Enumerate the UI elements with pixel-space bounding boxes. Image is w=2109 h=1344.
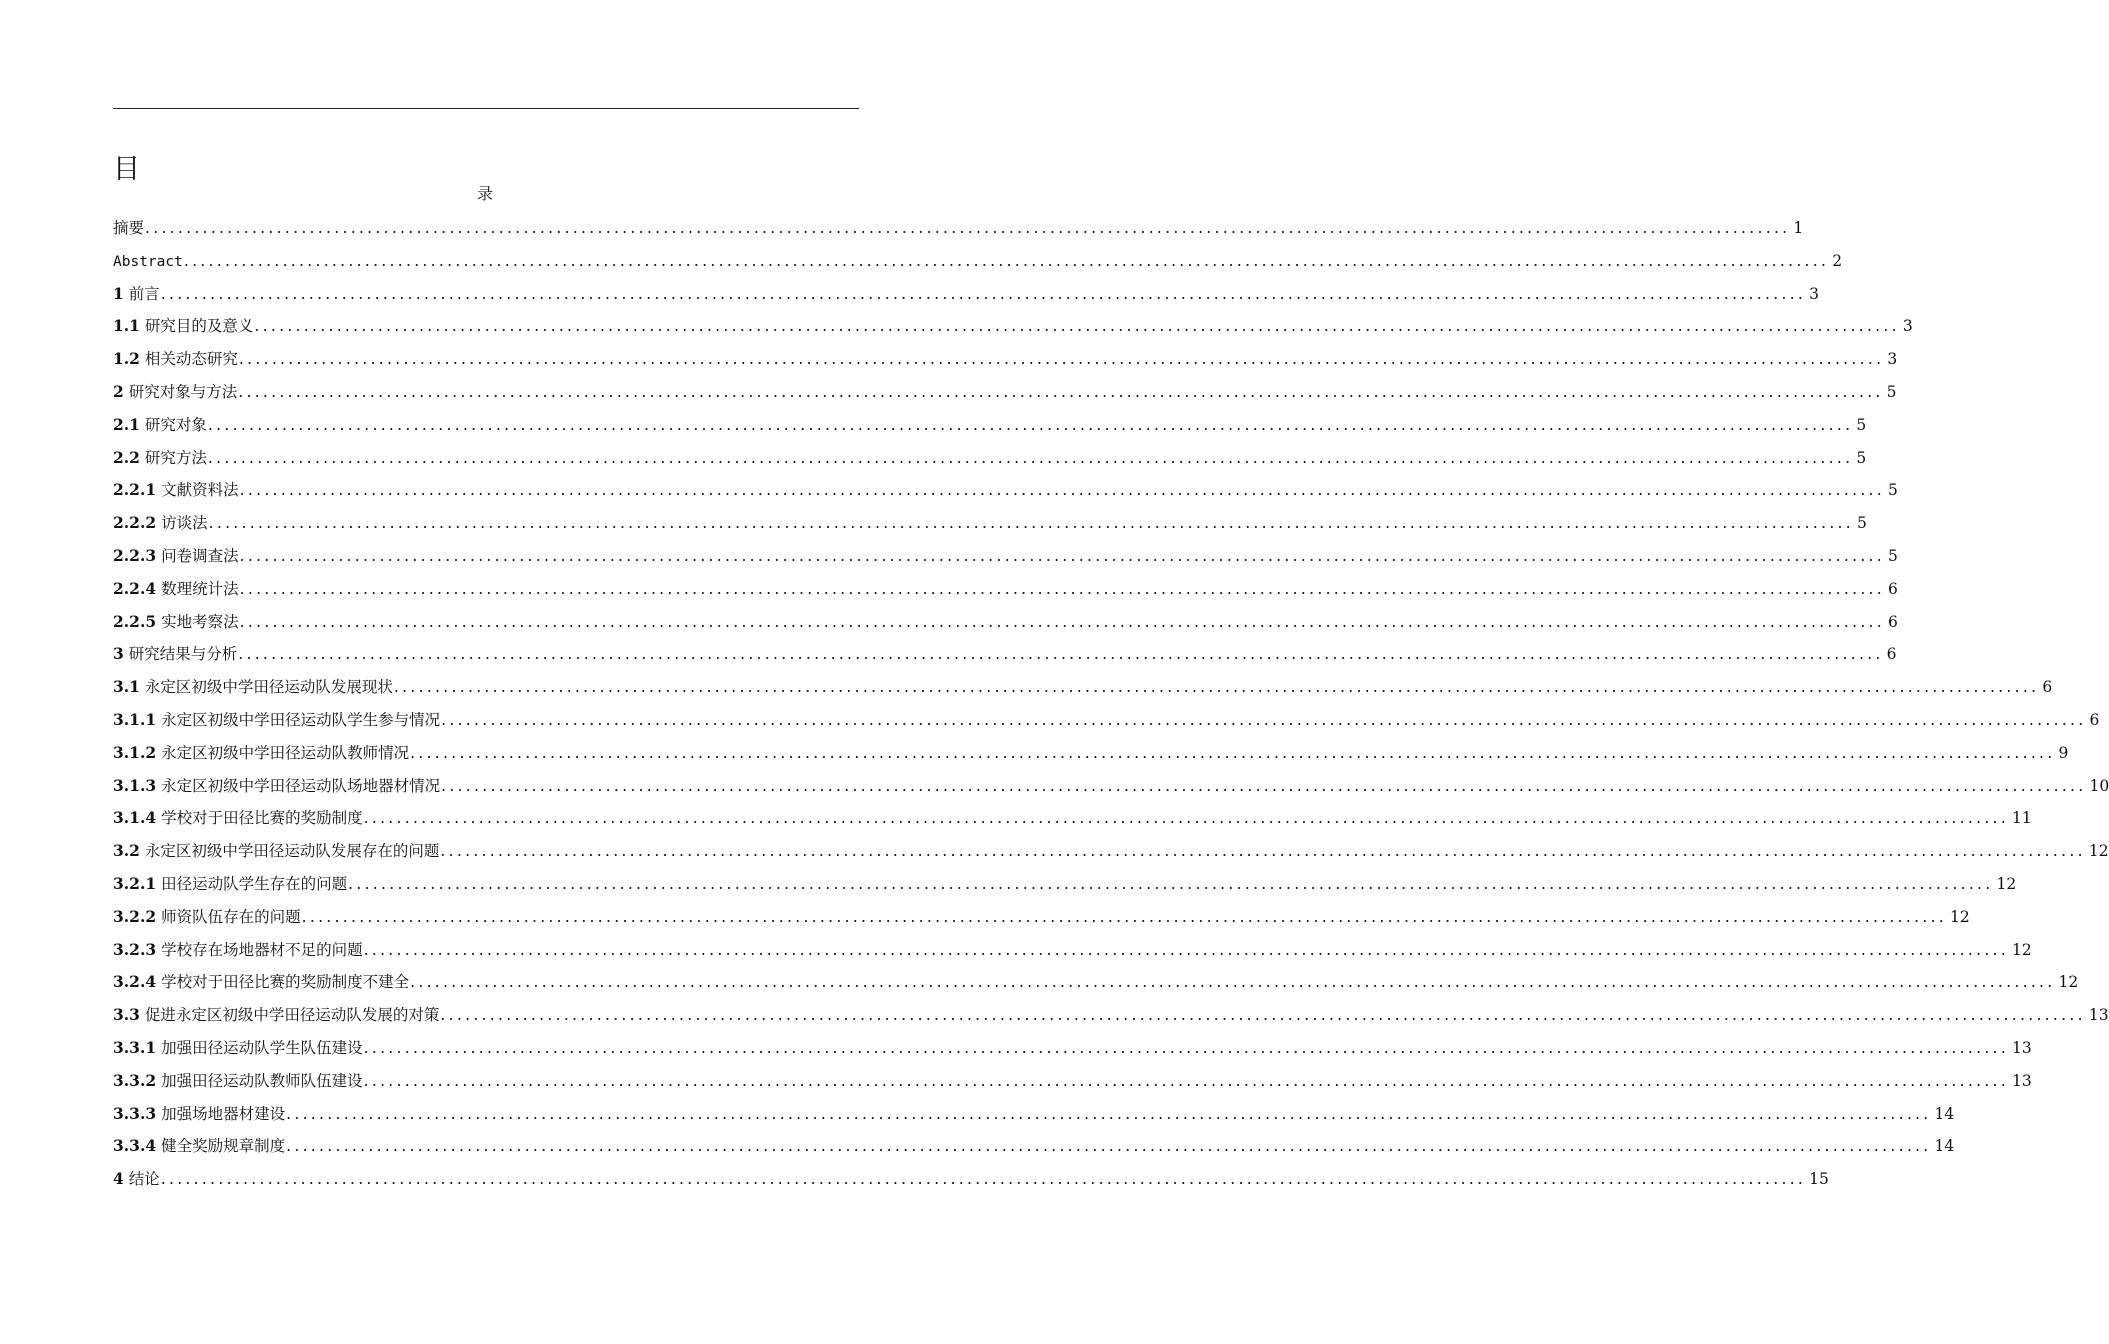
toc-entry-label: [113, 999, 439, 1032]
toc-entry-number: 2.2: [113, 447, 140, 467]
toc-entry-title: 研究对象与方法: [128, 382, 238, 401]
toc-entry-title: 问卷调查法: [161, 546, 239, 565]
toc-entry-page: 13: [2088, 1006, 2109, 1025]
toc-entry-page: 12: [2088, 842, 2109, 861]
toc-entry[interactable]: [113, 1098, 1955, 1131]
toc-leader-dots: ........................................................................................................................................................................................................: [441, 776, 2087, 795]
toc-entry-number: 1: [113, 283, 124, 303]
toc-entry-title: 结论: [128, 1170, 160, 1189]
toc-entry-label: [113, 1163, 160, 1196]
toc-entry-page: 6: [1886, 645, 1897, 664]
toc-leader-dots: ........................................................................................................................................................................................................: [348, 874, 1994, 893]
toc-entry-number: 2.1: [113, 414, 140, 434]
toc-leader-dots: ........................................................................................................................................................................................................: [254, 317, 1900, 336]
toc-leader-dots: ........................................................................................................................................................................................................: [239, 579, 1886, 598]
toc-entry-title: 永定区初级中学田径运动队场地器材情况: [161, 776, 441, 795]
toc-entry-page: 12: [2012, 940, 2032, 959]
toc-entry[interactable]: [113, 737, 2069, 770]
toc-entry-title: 前言: [128, 284, 160, 303]
toc-entry[interactable]: [113, 835, 2109, 868]
toc-entry[interactable]: [113, 638, 1897, 671]
toc-entry[interactable]: [113, 343, 1898, 376]
toc-entry-title: 促进永定区初级中学田径运动队发展的对策: [144, 1006, 440, 1025]
toc-entry-title: 永定区初级中学田径运动队发展存在的问题: [144, 842, 440, 861]
toc-leader-dots: ........................................................................................................................................................................................................: [441, 710, 2087, 729]
toc-entry-label: [113, 671, 393, 704]
toc-leader-dots: ........................................................................................................................................................................................................: [239, 546, 1886, 565]
toc-entry-label: [113, 638, 237, 671]
toc-leader-dots: ........................................................................................................................................................................................................: [239, 481, 1886, 500]
toc-entry-label: [113, 376, 237, 409]
toc-entry[interactable]: [113, 507, 1867, 540]
toc-entry-title: 相关动态研究: [144, 350, 238, 369]
toc-entry-label: [113, 901, 301, 934]
toc-entry-label: [113, 1098, 285, 1131]
toc-entry-number: 4: [113, 1169, 124, 1189]
toc-entry[interactable]: [113, 868, 2017, 901]
toc-leader-dots: ........................................................................................................................................................................................................: [239, 612, 1886, 631]
toc-entry-number: 3.3: [113, 1005, 140, 1025]
toc-leader-dots: ........................................................................................................................................................................................................: [238, 350, 1885, 369]
toc-entry[interactable]: [113, 999, 2109, 1032]
toc-entry-label: [113, 835, 439, 868]
toc-entry-number: 3.2.1: [113, 873, 157, 893]
toc-entry-label: [113, 212, 144, 245]
toc-entry-page: 6: [2089, 710, 2100, 729]
toc-entry-label: [113, 1065, 363, 1098]
toc-entry-page: 12: [1950, 907, 1970, 926]
header-rule: [113, 108, 859, 109]
toc-entry-title: 摘要: [113, 219, 145, 237]
toc-entry-title: 学校存在场地器材不足的问题: [161, 940, 363, 959]
toc-leader-dots: ........................................................................................................................................................................................................: [440, 1006, 2086, 1025]
toc-title-char-2: 录: [477, 184, 494, 203]
toc-entry-page: 6: [1888, 579, 1898, 598]
toc-entry-title: 学校对于田径比赛的奖励制度: [161, 809, 363, 828]
toc-leader-dots: ........................................................................................................................................................................................................: [160, 284, 1807, 303]
toc-entry[interactable]: [113, 573, 1898, 606]
toc-entry-label: [113, 540, 239, 573]
toc-entry-label: [113, 770, 440, 803]
toc-leader-dots: ........................................................................................................................................................................................................: [440, 842, 2086, 861]
toc-leader-dots: ........................................................................................................................................................................................................: [238, 382, 1884, 401]
toc-entry-title: 研究结果与分析: [128, 645, 238, 664]
toc-entry-number: 3.2.4: [113, 972, 157, 992]
toc-entry-title: 文献资料法: [161, 481, 239, 500]
toc-entry-title: 研究目的及意义: [144, 317, 254, 336]
toc-entry-page: 15: [1809, 1170, 1829, 1189]
toc-entry-label: [113, 737, 409, 770]
toc-entry-page: 5: [1888, 546, 1898, 565]
toc-entry-number: 1.2: [113, 349, 140, 369]
toc-leader-dots: ........................................................................................................................................................................................................: [208, 514, 1855, 533]
toc-entry-label: [113, 409, 207, 442]
toc-entry[interactable]: [113, 934, 2032, 967]
toc-entry-label: [113, 245, 183, 279]
toc-leader-dots: ........................................................................................................................................................................................................: [238, 645, 1884, 664]
toc-entry-number: 3.1.4: [113, 808, 157, 828]
toc-entry-title: 访谈法: [161, 514, 208, 533]
toc-entry[interactable]: [113, 704, 2100, 737]
toc-leader-dots: ........................................................................................................................................................................................................: [183, 251, 1830, 270]
toc-leader-dots: ........................................................................................................................................................................................................: [286, 1137, 1932, 1156]
toc-entry-page: 2: [1832, 251, 1843, 270]
toc-entry-title: 数理统计法: [161, 579, 239, 598]
toc-entry-number: 3.1.3: [113, 775, 157, 795]
toc-entry-page: 5: [1857, 514, 1867, 533]
toc-leader-dots: ........................................................................................................................................................................................................: [363, 940, 2010, 959]
toc-leader-dots: ........................................................................................................................................................................................................: [410, 973, 2056, 992]
toc-entry-number: 3: [113, 644, 124, 664]
toc-entry[interactable]: [113, 442, 1867, 475]
toc-entry-title: 永定区初级中学田径运动队教师情况: [161, 743, 410, 762]
toc-entry[interactable]: [113, 540, 1898, 573]
toc-entry-number: 3.2: [113, 841, 140, 861]
toc-entry-number: 3.2.2: [113, 906, 157, 926]
toc-entry-page: 11: [2012, 809, 2032, 828]
toc-entry-title: 研究方法: [144, 448, 207, 467]
toc-entry-page: 6: [2042, 678, 2053, 697]
toc-title-char-1: 目: [113, 154, 140, 185]
toc-entry-page: 3: [1902, 317, 1913, 336]
toc-entry-number: 3.3.3: [113, 1103, 157, 1123]
toc-entry-page: 14: [1934, 1137, 1955, 1156]
toc-entry[interactable]: [113, 1130, 1955, 1163]
toc-entry-title: 学校对于田径比赛的奖励制度不建全: [161, 973, 410, 992]
toc-entry-number: 2.2.2: [113, 513, 157, 533]
toc-entry-title: 永定区初级中学田径运动队学生参与情况: [161, 710, 441, 729]
toc-entry-title: 加强田径运动队教师队伍建设: [161, 1071, 363, 1090]
toc-entry[interactable]: [113, 310, 1913, 343]
toc-entry-label: [113, 507, 208, 540]
toc-entry-page: 13: [2012, 1071, 2032, 1090]
toc-entry-page: 9: [2058, 743, 2069, 762]
toc-entry-number: 2.2.3: [113, 545, 157, 565]
toc-entry-number: 2.2.1: [113, 480, 157, 500]
toc-entry-label: [113, 573, 239, 606]
toc-entry-label: [113, 704, 440, 737]
toc-entry-title: 永定区初级中学田径运动队发展现状: [144, 678, 393, 697]
toc-entry-label: [113, 1130, 285, 1163]
toc-leader-dots: ........................................................................................................................................................................................................: [363, 1038, 2010, 1057]
toc-entry-label: [113, 474, 239, 507]
toc-entry-page: 3: [1887, 350, 1898, 369]
toc-entry[interactable]: [113, 1163, 1829, 1196]
toc-entry-label: [113, 966, 409, 999]
toc-entry-number: 1.1: [113, 316, 140, 336]
table-of-contents: [113, 212, 2109, 1196]
toc-entry-title: 研究对象: [144, 415, 207, 434]
toc-entry-page: 3: [1809, 284, 1820, 303]
toc-entry-label: [113, 343, 238, 376]
toc-entry[interactable]: [113, 278, 1820, 311]
toc-entry[interactable]: [113, 1065, 2032, 1098]
toc-leader-dots: ........................................................................................................................................................................................................: [145, 219, 1791, 237]
toc-leader-dots: ........................................................................................................................................................................................................: [363, 809, 2010, 828]
toc-entry[interactable]: [113, 802, 2032, 835]
toc-entry-page: 12: [1996, 874, 2017, 893]
toc-entry-page: 5: [1886, 382, 1897, 401]
toc-entry-label: [113, 934, 363, 967]
toc-entry[interactable]: [113, 474, 1898, 507]
toc-entry-title: 健全奖励规章制度: [161, 1137, 286, 1156]
toc-entry[interactable]: [113, 1032, 2032, 1065]
toc-entry[interactable]: [113, 966, 2079, 999]
toc-leader-dots: ........................................................................................................................................................................................................: [286, 1104, 1932, 1123]
toc-entry-page: 14: [1934, 1104, 1955, 1123]
toc-leader-dots: ........................................................................................................................................................................................................: [301, 907, 1948, 926]
toc-entry-number: 3.3.4: [113, 1136, 157, 1156]
toc-entry-number: 3.3.2: [113, 1070, 157, 1090]
toc-entry-label: [113, 868, 347, 901]
toc-entry-page: 5: [1856, 415, 1867, 434]
toc-entry-title: 田径运动队学生存在的问题: [161, 874, 348, 893]
toc-entry[interactable]: [113, 671, 2053, 704]
toc-entry-number: 3.1: [113, 677, 140, 697]
toc-leader-dots: ........................................................................................................................................................................................................: [410, 743, 2056, 762]
toc-entry[interactable]: [113, 901, 1970, 934]
toc-entry-page: 12: [2058, 973, 2079, 992]
toc-entry-page: 5: [1888, 481, 1898, 500]
toc-entry-number: 3.1.1: [113, 709, 157, 729]
toc-entry-title: 加强场地器材建设: [161, 1104, 286, 1123]
toc-entry-label: [113, 442, 207, 475]
toc-entry-page: 5: [1856, 448, 1867, 467]
toc-entry-title: Abstract: [113, 253, 183, 270]
toc-entry[interactable]: [113, 212, 1804, 245]
toc-leader-dots: ........................................................................................................................................................................................................: [393, 678, 2040, 697]
toc-entry-title: 师资队伍存在的问题: [161, 907, 301, 926]
toc-entry-number: 2.2.5: [113, 611, 157, 631]
toc-entry-number: 3.3.1: [113, 1037, 157, 1057]
toc-entry-label: [113, 1032, 363, 1065]
toc-entry-label: [113, 278, 160, 311]
toc-leader-dots: ........................................................................................................................................................................................................: [207, 448, 1854, 467]
toc-entry-title: 加强田径运动队学生队伍建设: [161, 1038, 363, 1057]
toc-entry-page: 10: [2089, 776, 2109, 795]
toc-entry[interactable]: [113, 409, 1867, 442]
toc-entry[interactable]: [113, 606, 1898, 639]
toc-entry-number: 2: [113, 381, 124, 401]
toc-entry-page: 13: [2012, 1038, 2032, 1057]
toc-entry-number: 2.2.4: [113, 578, 157, 598]
toc-entry-number: 3.2.3: [113, 939, 157, 959]
toc-entry-label: [113, 606, 239, 639]
toc-entry[interactable]: [113, 376, 1897, 409]
toc-entry[interactable]: [113, 245, 1843, 278]
toc-entry[interactable]: [113, 770, 2109, 803]
toc-leader-dots: ........................................................................................................................................................................................................: [160, 1170, 1807, 1189]
toc-entry-label: [113, 802, 363, 835]
toc-entry-number: 3.1.2: [113, 742, 157, 762]
toc-entry-page: 6: [1888, 612, 1898, 631]
toc-entry-page: 1: [1793, 219, 1804, 237]
toc-entry-label: [113, 310, 253, 343]
toc-leader-dots: ........................................................................................................................................................................................................: [363, 1071, 2010, 1090]
toc-leader-dots: ........................................................................................................................................................................................................: [207, 415, 1854, 434]
toc-entry-title: 实地考察法: [161, 612, 239, 631]
